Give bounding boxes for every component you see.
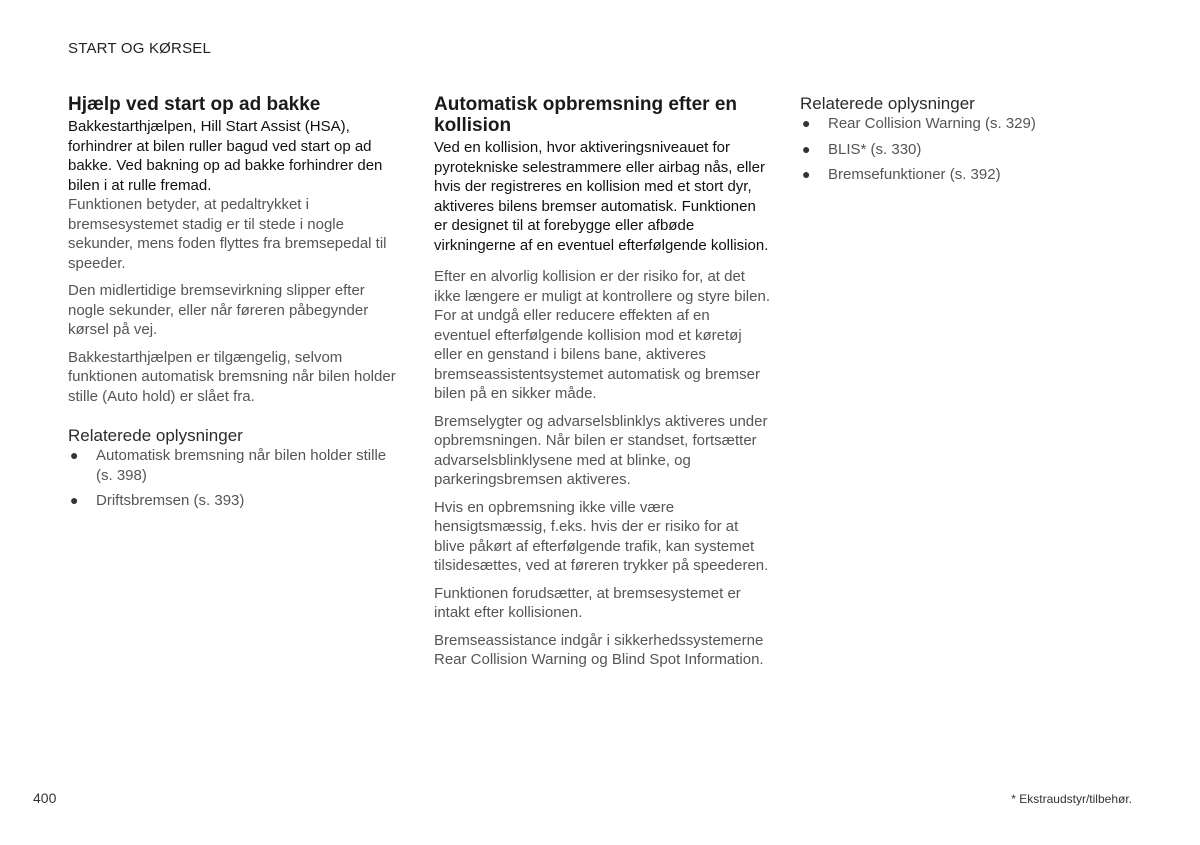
body-paragraph: Hvis en opbremsning ikke ville være hensigtsmæssig, f.eks. hvis der er risiko for at blive påkørt af efterfølgende trafik, kan systemet tilsidesættes, ved at føreren trykker på speederen.: [434, 498, 769, 574]
page-number: 400: [33, 790, 57, 806]
related-heading: Relaterede oplysninger: [800, 94, 975, 113]
related-link[interactable]: [68, 446, 400, 485]
bullet-icon: ●: [802, 115, 811, 131]
related-list: [800, 114, 1140, 185]
related-link[interactable]: [68, 491, 400, 511]
related-heading: Relaterede oplysninger: [68, 426, 243, 445]
related-link-label: Bremsefunktioner (s. 392): [828, 166, 1001, 183]
body-paragraph: Bremselygter og advarselsblinklys aktiveres under opbremsningen. Når bilen er standset, fortsætter advarselsblinklysene med at blinke, og parkeringsbremsen aktiveres.: [434, 412, 768, 488]
body-paragraph: Efter en alvorlig kollision er der risiko for, at det ikke længere er muligt at kontrollere og styre bilen. For at undgå eller reducere effekten af en eventuel efterfølgende kollision mod et køretøj eller en genstand i bilens bane, aktiveres bremseassistentsystemet automatisk og bremser bilen på en sikker måde.: [434, 268, 770, 402]
section-header: START OG KØRSEL: [68, 40, 212, 57]
body-paragraph: Bakkestarthjælpen er tilgængelig, selvom funktionen automatisk bremsning når bilen holder stille (Auto hold) er slået fra.: [68, 348, 396, 405]
bullet-icon: ●: [802, 140, 811, 157]
lead-paragraph: Ved en kollision, hvor aktiveringsniveauet for pyrotekniske selestrammere eller airbag nås, eller hvis der registreres en kollision med et stort dyr, aktiveres bilens bremser automatisk. Funktionen er designet til at forebygge eller afbøde virkningerne af en eventuel efterfølgende kollision.: [434, 139, 769, 254]
related-link-label: Rear Collision Warning (s. 329): [828, 115, 1036, 132]
bullet-icon: ●: [70, 447, 79, 463]
section-title: Automatisk opbremsning efter en kollision: [434, 94, 737, 136]
related-link-label: Automatisk bremsning når bilen holder stille (s. 398): [96, 447, 387, 484]
related-link-label: Driftsbremsen (s. 393): [96, 492, 245, 509]
body-paragraph: Bremseassistance indgår i sikkerhedssystemerne Rear Collision Warning og Blind Spot Information.: [434, 631, 764, 668]
bullet-icon: ●: [70, 492, 79, 508]
section-title: Hjælp ved start op ad bakke: [68, 94, 321, 115]
lead-paragraph: Bakkestarthjælpen, Hill Start Assist (HSA), forhindrer at bilen ruller bagud ved start op ad bakke. Ved bakning op ad bakke forhindrer den bilen i at rulle fremad.: [68, 118, 383, 194]
body-paragraph: Funktionen forudsætter, at bremsesystemet er intakt efter kollisionen.: [434, 584, 741, 621]
column-related: [800, 94, 1140, 191]
column-hill-start-assist: [68, 94, 400, 517]
related-link[interactable]: [800, 140, 1140, 160]
column-auto-braking: [434, 94, 770, 678]
related-list: [68, 446, 400, 511]
related-link[interactable]: [800, 165, 1140, 185]
bullet-icon: ●: [802, 166, 811, 182]
body-paragraph: Den midlertidige bremsevirkning slipper efter nogle sekunder, eller når føreren påbegynder kørsel på vej.: [68, 282, 369, 338]
related-link-label: BLIS* (s. 330): [828, 140, 922, 158]
related-link[interactable]: [800, 114, 1140, 134]
body-paragraph: Funktionen betyder, at pedaltrykket i bremsesystemet stadig er til stede i nogle sekunder, mens foden flyttes fra bremsepedal til speeder.: [68, 196, 387, 272]
footnote: * Ekstraudstyr/tilbehør.: [1011, 792, 1132, 806]
